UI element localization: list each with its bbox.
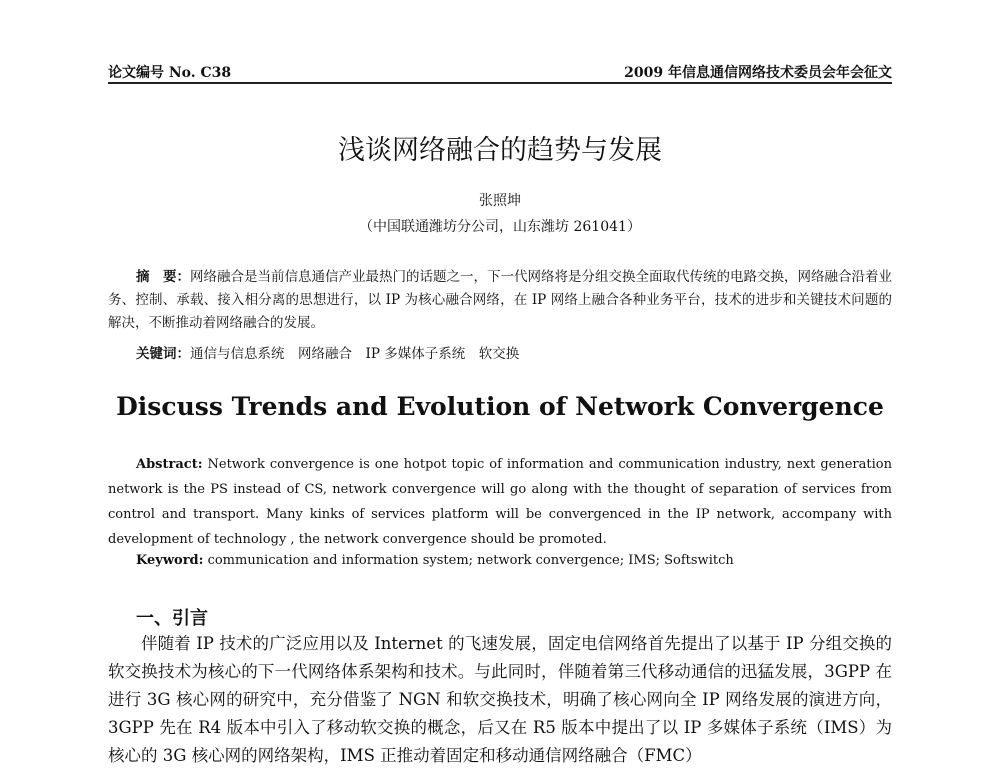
keywords-cn-label: 关键词： bbox=[136, 346, 190, 362]
abstract-cn-text: 网络融合是当前信息通信产业最热门的话题之一，下一代网络将是分组交换全面取代传统的电路交换，网络融合沿着业务、控制、承载、接入相分离的思想进行，以 IP 为核心融合网络，在 IP 网络上融合各种业务平台，技术的进步和关键技术问题的解决，不断推动着网络融合的发展。 bbox=[108, 269, 892, 331]
body-paragraph: 伴随着 IP 技术的广泛应用以及 Internet 的飞速发展，固定电信网络首先提出了以基于 IP 分组交换的软交换技术为核心的下一代网络体系架构和技术。与此同时，伴随着第三代移动通信的迅猛发展，3GPP 在进行 3G 核心网的研究中，充分借鉴了 NGN 和软交换技术，明确了核心网向全 IP 网络发展的演进方向，3GPP 先在 R4 版本中引入了移动软交换的概念，后又在 R5 版本中提出了以 IP 多媒体子系统（IMS）为核心的 3G 核心网的网络架构，IMS 正推动着固定和移动通信网络融合（FMC） bbox=[108, 634, 892, 765]
conference-name: 2009 年信息通信网络技术委员会年会征文 bbox=[624, 65, 892, 81]
abstract-cn bbox=[108, 266, 892, 335]
keywords-cn bbox=[108, 342, 892, 362]
paper-number: 论文编号 No. C38 bbox=[108, 65, 232, 81]
header-rule bbox=[108, 82, 892, 84]
abstract-cn-label: 摘 要： bbox=[136, 269, 190, 285]
keywords-en bbox=[108, 553, 892, 568]
paper-title-en: Discuss Trends and Evolution of Network Convergence bbox=[116, 392, 884, 421]
abstract-en bbox=[108, 452, 892, 552]
page-header bbox=[108, 56, 892, 82]
abstract-en-text: Network convergence is one hotpot topic of information and communication industry, next generation network is the PS instead of CS, network convergence will go along with the thought of separation of services from control and transport. Many kinks of services platform will be convergenced in the IP network, accompany with development of technology , the network convergence should be promoted. bbox=[108, 457, 892, 547]
paper-title-cn: 浅谈网络融合的趋势与发展 bbox=[338, 135, 662, 166]
author-affiliation: （中国联通潍坊分公司，山东潍坊 261041） bbox=[359, 219, 641, 235]
keywords-en-text: communication and information system; network convergence; IMS; Softswitch bbox=[207, 553, 734, 568]
keywords-cn-text: 通信与信息系统 网络融合 IP 多媒体子系统 软交换 bbox=[190, 346, 520, 362]
section-heading: 一、引言 bbox=[136, 608, 208, 629]
author-name: 张照坤 bbox=[479, 193, 521, 209]
abstract-en-label: Abstract: bbox=[136, 457, 203, 472]
keywords-en-label: Keyword: bbox=[136, 553, 204, 568]
